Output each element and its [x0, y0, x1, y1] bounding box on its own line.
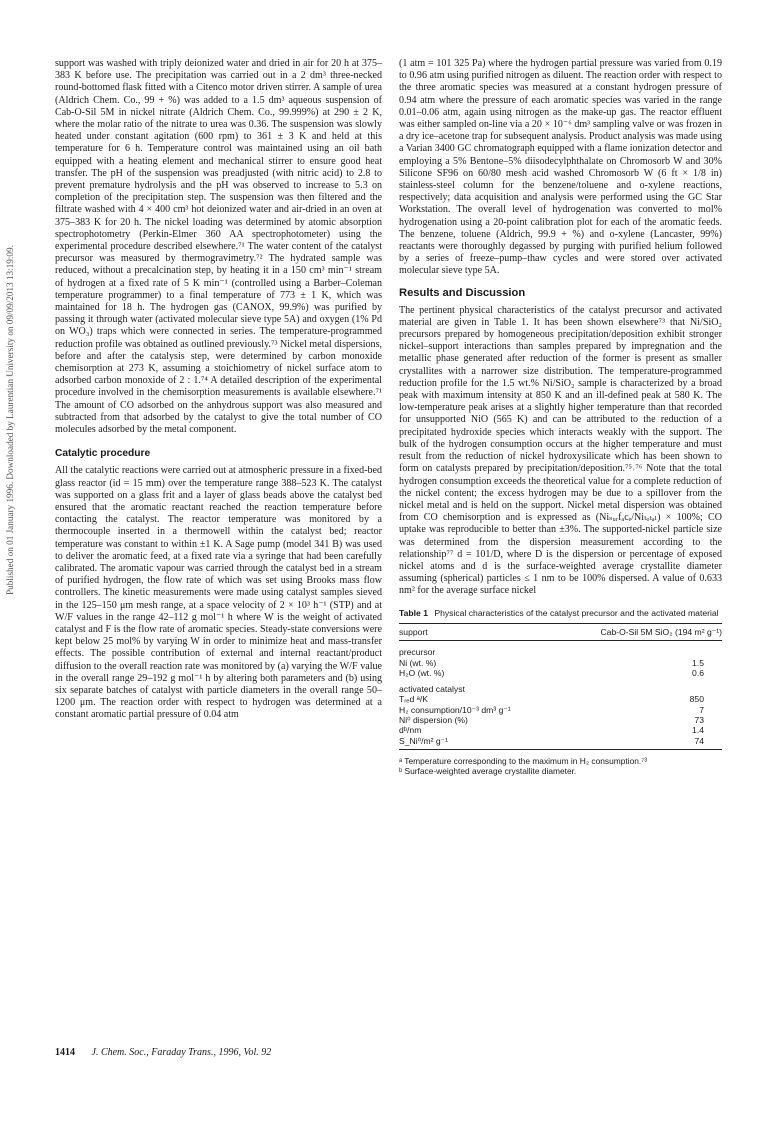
table-group-title: precursor: [399, 647, 436, 658]
characteristics-table: [399, 623, 722, 750]
table-caption-text: Physical characteristics of the catalyst precursor and the activated material: [434, 607, 719, 618]
right-column: [399, 58, 722, 777]
journal-reference: J. Chem. Soc., Faraday Trans., 1996, Vol. 92: [91, 1047, 272, 1058]
page-footer: [55, 1047, 271, 1058]
download-watermark: [1, 170, 19, 670]
table-group-row: [399, 678, 722, 694]
table-group-row: [399, 641, 722, 658]
table-row: [399, 725, 722, 735]
table-cell-value: 1.4: [692, 725, 704, 736]
table-cell-value: 73: [694, 715, 704, 726]
table-cell-label: Ni (wt. %): [399, 657, 437, 668]
page-number: 1414: [55, 1047, 75, 1058]
table-cell-label: dᵇ/nm: [399, 725, 422, 736]
right-intro-paragraph: (1 atm = 101 325 Pa) where the hydrogen partial pressure was varied from 0.19 to 0.96 atm using purified nitrogen as diluent. The reaction order with respect to the three aromatic species was measured at a constant hydrogen pressure of 0.94 atm where the pressure of each aromatic species was varied in the range 0.01–0.06 atm, again using nitrogen as the make-up gas. The reactor effluent was either sampled on-line via a 20 × 10⁻⁶ dm³ sampling valve or was frozen in a dry ice–acetone trap for subsequent analysis. Product analysis was made using a Varian 3400 GC chromatograph equipped with a flame ionization detector and employing a 5% Bentone–5% diisodecylphthalate on Chromosorb W and 30% Silicone SF96 on 60/80 mesh acid washed Chromosorb W (6 ft × 1/8 in) stainless-steel column for the benzene/toluene and o-xylene reactions, respectively; data acquisition and analysis were performed using the GC Star Workstation. The overall level of hydrogenation was converted to mol% hydrogenation using a 20-point calibration plot for each of the aromatic feeds. The benzene, toluene (Aldrich, 99.9 + %) and o-xylene (Lancaster, 99%) reactants were thoroughly degassed by purging with purified helium followed by a series of freeze–pump–thaw cycles and were stored over activated molecular sieve type 5A.: [399, 58, 722, 277]
table-cell-value: 7: [699, 704, 704, 715]
catalytic-procedure-heading: Catalytic procedure: [55, 448, 151, 460]
table-header-value: Cab-O-Sil 5M SiO₂ (194 m² g⁻¹): [554, 623, 722, 640]
table-cell-label: Tᵣₑd ᵃ/K: [399, 694, 428, 705]
table-cell-label: S_Ni⁰/m² g⁻¹: [399, 736, 554, 750]
table-row: [399, 705, 722, 715]
results-heading: Results and Discussion: [399, 286, 526, 299]
left-column: [55, 58, 382, 722]
table-cell-label: H₂O (wt. %): [399, 667, 445, 678]
table-cell-label: H₂ consumption/10⁻³ dm³ g⁻¹: [399, 704, 511, 715]
table-cell-value: 850: [689, 694, 704, 705]
table-cell-value: 0.6: [692, 667, 704, 678]
table-header-label: support: [399, 623, 554, 640]
table-cell-value: 74: [554, 736, 722, 750]
table-row: [399, 736, 722, 750]
table-row: [399, 715, 722, 725]
table-header-row: [399, 623, 722, 640]
results-paragraph: The pertinent physical characteristics of the catalyst precursor and activated material are given in Table 1. It has been shown elsewhere⁷³ that Ni/SiO₂ precursors prepared by homogeneous precipitation/deposition exhibit stronger nickel–support interactions than samples prepared by impregnation and the metallic phase generated after reduction of the former is present as smaller crystallites with a narrower size distribution. The temperature-programmed reduction profile for the 1.5 wt.% Ni/SiO₂ sample is characterized by a broad peak with maximum intensity at 850 K and an ill-defined peak at 580 K. The low-temperature peak arises at a slightly higher temperature than that recorded for unsupported NiO (565 K) and can be attributed to the reduction of a precipitated hydroxide species which interacts weakly with the support. The bulk of the hydrogen consumption occurs at the higher temperature and must result from the reduction of nickel hydroxysilicate which has been shown to form on catalysts prepared by precipitation/deposition.⁷⁵˒⁷⁶ Note that the total hydrogen consumption exceeds the theoretical value for a complete reduction of the nickel content; the excess hydrogen may be due to a spillover from the nickel metal and is held on the support. Nickel metal dispersion was obtained from CO chemisorption and is expressed as (Niₛᵤᵣfₐcₑ/Niₜₒₜₐₗ) × 100%; CO uptake was reproducible to better than ±3%. The supported-nickel particle size was determined from the dispersion measurement according to the relationship⁷⁷ d = 101/D, where D is the dispersion or percentage of exposed nickel atoms and d is the surface-weighted average crystallite diameter assuming (spherical) particles ≤ 1 nm to be 100% dispersed. A value of 0.633 nm² for the average surface nickel: [399, 304, 722, 597]
table-caption-label: Table 1: [399, 607, 428, 618]
table-row: [399, 694, 722, 704]
table-footnotes: [399, 756, 722, 777]
table-footnote-a: ᵃ Temperature corresponding to the maximum in H₂ consumption.⁷³: [399, 755, 648, 766]
table-row: [399, 668, 722, 678]
left-intro-paragraph: support was washed with triply deionized water and dried in air for 20 h at 375–383 K before use. The precipitation was carried out in a 2 dm³ three-necked round-bottomed flask fitted with a Citenco motor driven stirrer. A sample of urea (Aldrich Chem. Co., 99 + %) was added to a 1.5 dm³ aqueous suspension of Cab-O-Sil 5M in nickel nitrate (Aldrich Chem. Co., 99.999%) at 290 ± 2 K, where the molar ratio of the nitrate to urea was 0.36. The suspension was slowly heated under constant agitation (600 rpm) to 361 ± 3 K and held at this temperature for 6 h. Temperature control was maintained using an oil bath equipped with a heating element and mechanical stirrer to ensure good heat transfer. The pH of the suspension was preadjusted (with nitric acid) to 2.8 to prevent premature hydrolysis and the pH was observed to increase to 5.3 on completion of the precipitation step. The suspension was then filtered and the filtrate washed with 4 × 400 cm³ hot deionized water and air-dried in an oven at 375–383 K for 20 h. The nickel loading was determined by atomic absorption spectrophotometry (Perkin-Elmer 360 AA spectrophotometer) using the experimental procedure described elsewhere.⁷¹ The water content of the catalyst precursor was measured by thermogravimetry.⁷² The hydrated sample was reduced, without a precalcination step, by heating it in a 150 cm³ min⁻¹ stream of hydrogen at a fixed rate of 5 K min⁻¹ (controlled using a Barber–Coleman temperature programmer) to a final temperature of 773 ± 1 K, which was maintained for 18 h. The hydrogen gas (CANOX, 99.9%) was purified by passing it through water (activated molecular sieve type 5A) and oxygen (1% Pd on WO₃) traps which were connected in series. The temperature-programmed reduction profile was obtained as outlined previously.⁷³ Nickel metal dispersions, before and after the catalysis step, were determined by carbon monoxide chemisorption at 273 K, assuming a stoichiometry of nickel surface atom to adsorbed carbon monoxide of 2 : 1.⁷⁴ A detailed description of the experimental procedure involved in the chemisorption measurements is available elsewhere.⁷¹ The amount of CO adsorbed on the anhydrous support was also measured and subtracted from that adsorbed by the catalyst to give the total number of CO molecules adsorbed by the metal component.: [55, 58, 382, 436]
table-row: [399, 658, 722, 668]
table-group-title: activated catalyst: [399, 684, 465, 695]
catalytic-procedure-paragraph: All the catalytic reactions were carried out at atmospheric pressure in a fixed-bed glass reactor (id = 15 mm) over the temperature range 388–523 K. The catalyst was supported on a glass frit and a layer of glass beads above the catalyst bed ensured that the aromatic reactant reached the reaction temperature before contacting the catalyst. The reactor temperature was monitored by a thermocouple inserted in a thermowell within the catalyst bed; reactor temperature was constant to within ±1 K. A Sage pump (model 341 B) was used to deliver the aromatic feed, at a fixed rate via a syringe that had been carefully calibrated. The aromatic vapour was carried through the catalyst bed in a stream of purified hydrogen, the flow rate of which was set using Brooks mass flow controllers. The kinetic measurements were made using catalyst samples sieved in the 125–150 μm mesh range, at a space velocity of 2 × 10³ h⁻¹ (STP) and at W/F values in the range 42–112 g mol⁻¹ h where W is the weight of activated catalyst and F is the flow rate of aromatic species. Steady-state conversions were kept below 25 mol% by varying W in order to minimize heat and mass-transfer effects. The possible contribution of external and internal reactant/product diffusion to the overall reaction rate was monitored by (a) varying the W/F value in the overall range 29–192 g mol⁻¹ h by altering both parameters and (b) using six separate batches of catalyst with particle diameters in the overall range 50–1200 μm. The reaction order with respect to hydrogen was determined at a constant aromatic partial pressure of 0.04 atm: [55, 465, 382, 721]
table-cell-value: 1.5: [692, 657, 704, 668]
table-footnote-b: ᵇ Surface-weighted average crystallite diameter.: [399, 766, 577, 777]
table-cell-label: Ni⁰ dispersion (%): [399, 715, 468, 726]
download-watermark-text: Published on 01 January 1996. Downloaded by Laurentian University on 09/09/2013 13:19:09.: [5, 245, 16, 595]
table-caption: [399, 608, 722, 618]
